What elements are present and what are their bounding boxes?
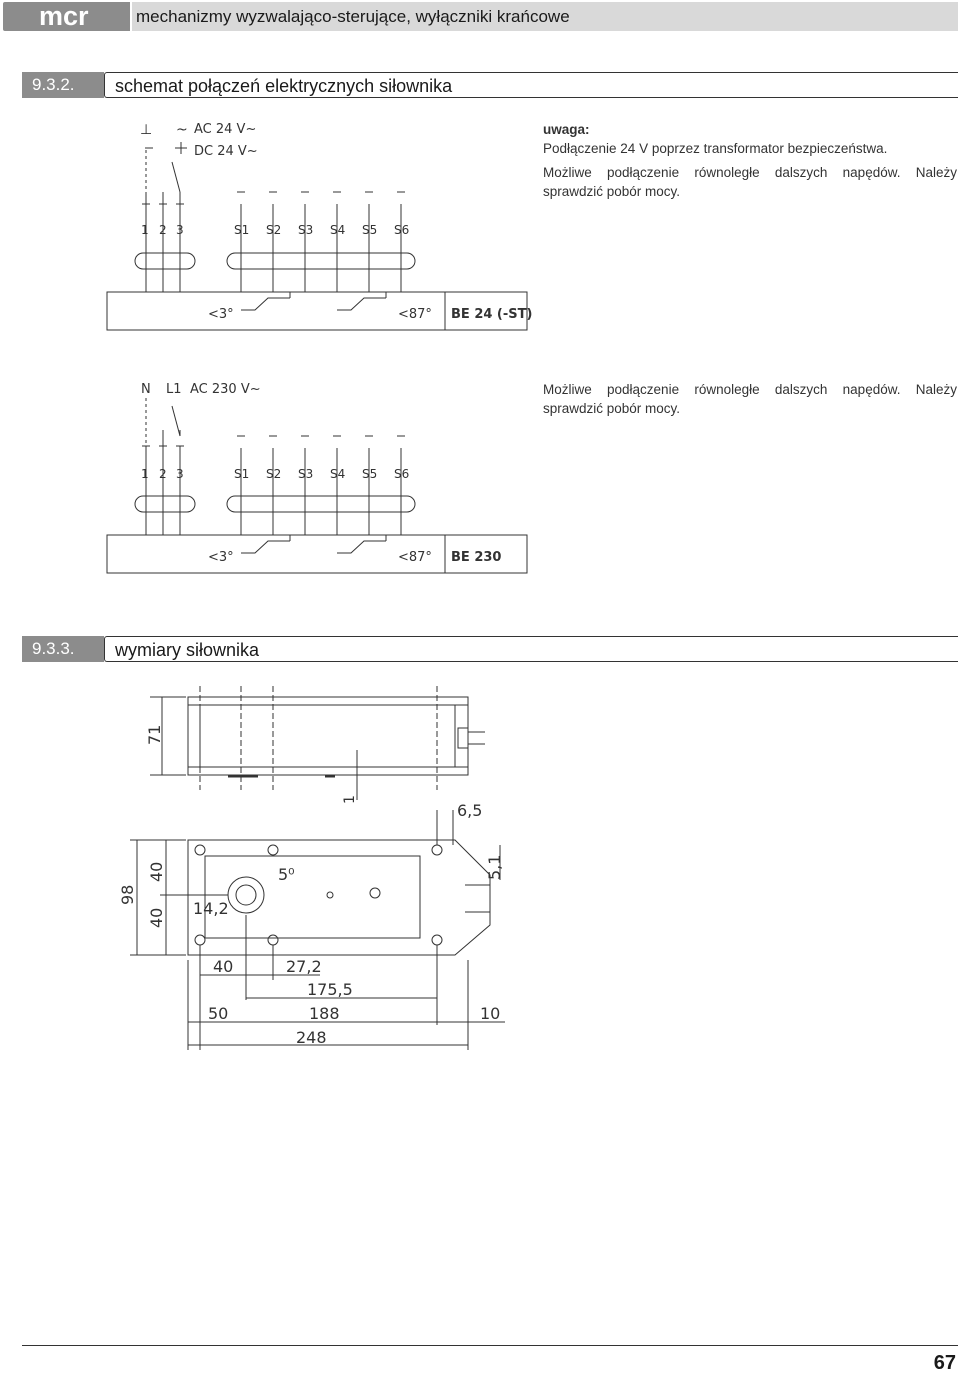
dim-width: 98 (118, 884, 137, 905)
supply-ac-label: AC 230 V~ (190, 382, 261, 397)
supply-ac-label: AC 24 V~ (194, 122, 257, 137)
note-line: Podłączenie 24 V poprzez transformator bezpieczeństwa. (543, 141, 888, 156)
dim-gap: 1 (342, 795, 358, 804)
terminal-label: 3 (176, 467, 184, 481)
dim-hole-offset: 6,5 (457, 801, 483, 820)
dim-50: 50 (208, 1004, 229, 1023)
note-230v (543, 380, 957, 418)
dim-shaft-angle: 5⁰ (278, 865, 295, 884)
note-line: Możliwe podłączenie równoległe dalszych napędów. Należy sprawdzić pobór mocy. (543, 165, 957, 199)
dim-27-2: 27,2 (286, 957, 322, 976)
terminal-label: S5 (362, 223, 378, 237)
terminal-label: 1 (141, 467, 149, 481)
dim-10: 10 (480, 1004, 501, 1023)
dim-175-5: 175,5 (307, 980, 353, 999)
section-number: 9.3.2. (22, 72, 104, 98)
section-title: schemat połączeń elektrycznych siłownika (104, 72, 958, 98)
note-line: Możliwe podłączenie równoległe dalszych napędów. Należy sprawdzić pobór mocy. (543, 382, 957, 416)
note-24v (543, 120, 957, 201)
note-label: uwaga: (543, 122, 590, 137)
dim-248: 248 (296, 1028, 327, 1047)
section-number: 9.3.3. (22, 636, 104, 662)
dim-188: 188 (309, 1004, 340, 1023)
angle-max-label: <87° (398, 307, 432, 322)
actuator-dimension-drawing (100, 680, 540, 1060)
terminal-label: S3 (298, 223, 314, 237)
wiring-diagram-230v (0, 370, 540, 580)
model-label: BE 24 (-ST) (451, 307, 533, 322)
line-label: L1 (166, 382, 182, 397)
angle-min-label: <3° (208, 550, 234, 565)
neutral-label: N (141, 382, 151, 397)
terminal-label: S1 (234, 223, 250, 237)
terminal-label: S6 (394, 223, 410, 237)
supply-dc-label: DC 24 V~ (194, 144, 258, 159)
terminal-label: S2 (266, 223, 282, 237)
terminal-label: S3 (298, 467, 314, 481)
dim-edge: 5,1 (485, 854, 504, 880)
terminal-label: 3 (176, 223, 184, 237)
page-header-title: mechanizmy wyzwalająco-sterujące, wyłączniki krańcowe (132, 2, 958, 31)
terminal-label: S4 (330, 223, 346, 237)
terminal-label: S4 (330, 467, 346, 481)
angle-max-label: <87° (398, 550, 432, 565)
model-label: BE 230 (451, 550, 502, 565)
ground-symbol: ⊥ (140, 122, 153, 138)
terminal-label: 1 (141, 223, 149, 237)
ac-symbol: ~ (176, 122, 188, 138)
dim-half-upper: 40 (147, 861, 166, 882)
section-title: wymiary siłownika (104, 636, 958, 662)
dim-height: 71 (145, 724, 164, 745)
terminal-label: S1 (234, 467, 250, 481)
terminal-label: S5 (362, 467, 378, 481)
terminal-label: 2 (159, 467, 167, 481)
dim-40: 40 (213, 957, 234, 976)
footer-divider (22, 1345, 958, 1346)
terminal-label: S2 (266, 467, 282, 481)
terminal-label: 2 (159, 223, 167, 237)
dim-half-lower: 40 (147, 907, 166, 928)
wiring-diagram-24v (0, 110, 540, 340)
dim-shaft-size: 14,2 (193, 899, 229, 918)
terminal-label: S6 (394, 467, 410, 481)
page-number: 67 (933, 1352, 956, 1374)
angle-min-label: <3° (208, 307, 234, 322)
brand-logo: mcr (3, 2, 130, 31)
